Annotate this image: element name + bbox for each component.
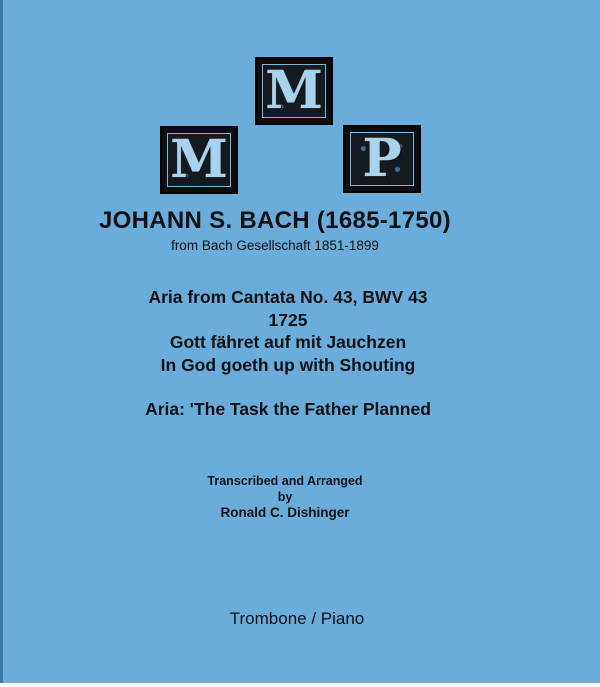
composer-heading: JOHANN S. BACH (1685-1750)	[99, 207, 451, 234]
logo-letter: P	[362, 128, 402, 189]
instrumentation: Trombone / Piano	[229, 609, 365, 628]
work-english-title: In God goeth up with Shouting	[160, 355, 416, 375]
work-year: 1725	[268, 310, 308, 330]
logo-letter: M	[265, 60, 323, 121]
work-german-title: Gott fähret auf mit Jauchzen	[169, 332, 407, 352]
source-note: from Bach Gesellschaft 1851-1899	[171, 238, 379, 253]
aria-title: Aria: 'The Task the Father Planned	[145, 399, 431, 419]
logo-letter-m-top	[255, 57, 333, 125]
work-title: Aria from Cantata No. 43, BWV 43	[148, 287, 428, 307]
logo-letter: M	[170, 129, 228, 190]
scan-edge	[0, 683, 600, 687]
credit-label: Transcribed and Arranged	[207, 474, 363, 488]
credit-by: by	[277, 490, 293, 504]
logo-letter-p	[343, 125, 421, 193]
arranger-name: Ronald C. Dishinger	[220, 505, 350, 520]
logo-letter-m-left	[160, 126, 238, 194]
